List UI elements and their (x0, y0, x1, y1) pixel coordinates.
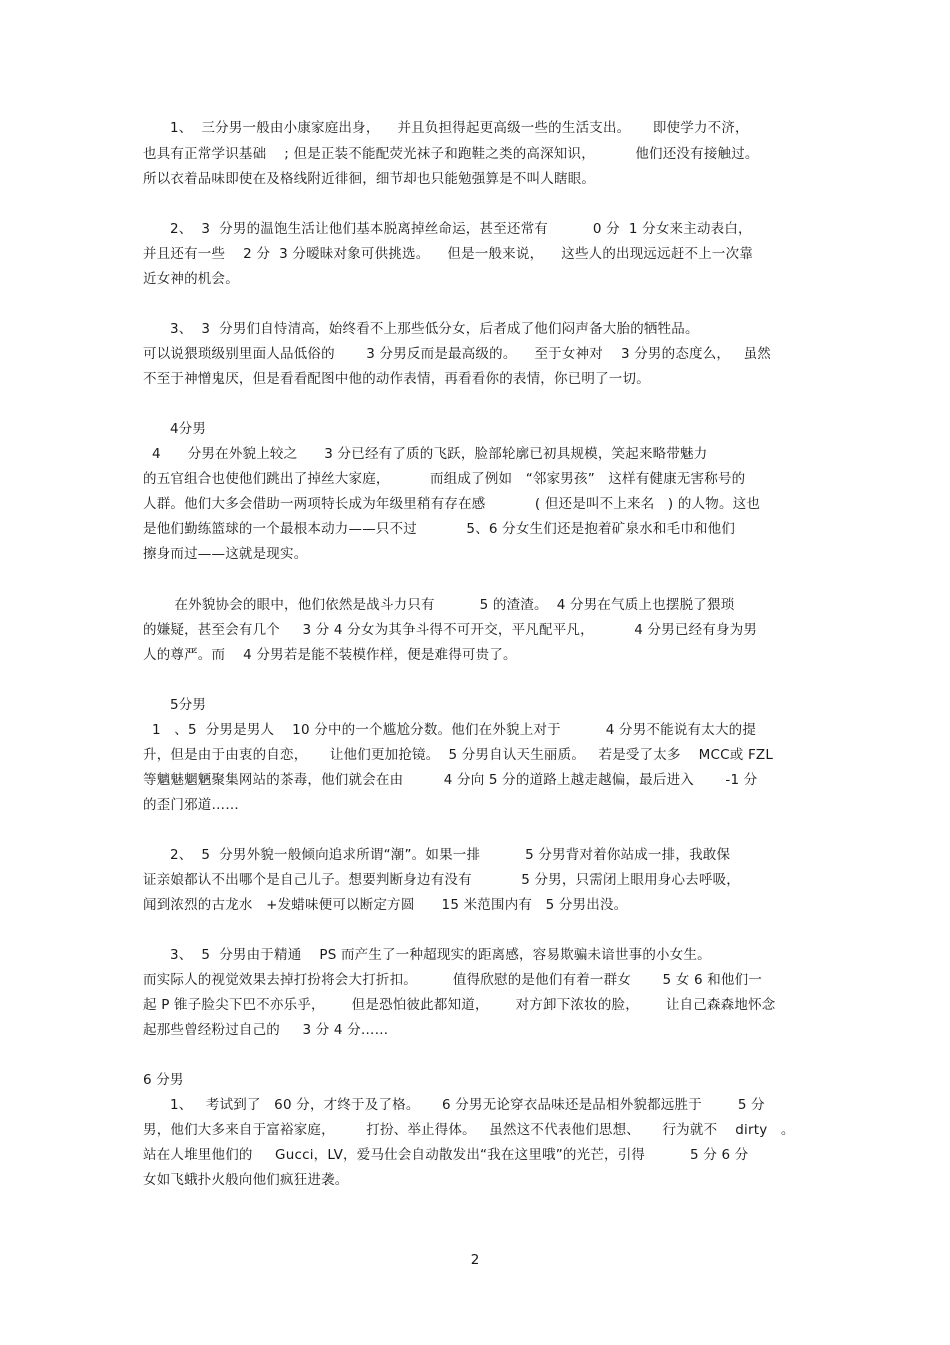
text-line: 人的尊严。而 4 分男若是能不装模作样，便是难得可贵了。 (143, 647, 517, 663)
text-line: 近女神的机会。 (143, 271, 239, 287)
text-line: 的五官组合也使他们跳出了掉丝大家庭， 而组成了例如 “邻家男孩” 这样有健康无害称号的 (143, 471, 746, 487)
text-line: 1 、5 分男是男人 10 分中的一个尴尬分数。他们在外貌上对于 4 分男不能说有太大的提 (143, 722, 757, 738)
section-heading: 4分男 (143, 421, 207, 437)
text-line: 而实际人的视觉效果去掉打扮将会大打折扣。 值得欣慰的是他们有着一群女 5 女 6 和他们一 (143, 972, 763, 988)
text-line: 3、 3 分男们自恃清高，始终看不上那些低分女，后者成了他们闷声备大胎的牺牲品。 (143, 321, 699, 337)
text-line: 的歪门邪道…… (143, 797, 239, 813)
text-line: 闻到浓烈的古龙水 +发蜡味便可以断定方圆 15 米范围内有 5 分男出没。 (143, 897, 628, 913)
text-line: 升，但是由于由衷的自恋， 让他们更加抢镜。 5 分男自认天生丽质。 若是受了太多 MCC或 FZL (143, 747, 774, 763)
text-line: 等魑魅魍魉聚集网站的茶毒，他们就会在由 4 分向 5 分的道路上越走越偏，最后进入 -1 分 (143, 772, 758, 788)
text-line: 2、 3 分男的温饱生活让他们基本脱离掉丝命运，甚至还常有 0 分 1 分女来主动表白， (143, 221, 752, 237)
text-line: 1、 考试到了 60 分，才终于及了格。 6 分男无论穿衣品味还是品相外貌都远胜于 5 分 (143, 1097, 765, 1113)
text-line: 在外貌协会的眼中，他们依然是战斗力只有 5 的渣渣。 4 分男在气质上也摆脱了猥琐 (143, 597, 735, 613)
text-line: 人群。他们大多会借助一两项特长成为年级里稍有存在感 ( 但还是叫不上来名 ) 的人物。这也 (143, 496, 761, 512)
text-line: 2、 5 分男外貌一般倾向追求所谓“潮”。如果一排 5 分男背对着你站成一排，我敢保 (143, 847, 731, 863)
section-heading: 5分男 (143, 697, 207, 713)
text-line: 1、 三分男一般由小康家庭出身， 并且负担得起更高级一些的生活支出。 即使学力不济， (143, 120, 749, 136)
text-line: 站在人堆里他们的 Gucci，LV，爱马仕会自动散发出“我在这里哦”的光芒，引得 5 分 6 分 (143, 1147, 749, 1163)
text-line: 的嫌疑，甚至会有几个 3 分 4 分女为其争斗得不可开交，平凡配平凡， 4 分男已经有身为男 (143, 622, 758, 638)
text-line: 并且还有一些 2 分 3 分暧昧对象可供挑选。 但是一般来说， 这些人的出现远远赶不上一次靠 (143, 246, 754, 262)
text-line: 证亲娘都认不出哪个是自己儿子。想要判断身边有没有 5 分男，只需闭上眼用身心去呼吸， (143, 872, 740, 888)
text-line: 起那些曾经粉过自己的 3 分 4 分…… (143, 1022, 389, 1038)
text-line: 不至于神憎鬼厌，但是看看配图中他的动作表情，再看看你的表情，你已明了一切。 (143, 371, 650, 387)
text-line: 可以说猥琐级别里面人品低俗的 3 分男反而是最高级的。 至于女神对 3 分男的态度么， 虽然 (143, 346, 772, 362)
text-line: 所以衣着品味即使在及格线附近徘徊，细节却也只能勉强算是不叫人瞎眼。 (143, 171, 596, 187)
text-line: 是他们勤练篮球的一个最根本动力——只不过 5、6 分女生们还是抱着矿泉水和毛巾和他们 (143, 521, 736, 537)
text-line: 男，他们大多来自于富裕家庭， 打扮、举止得体。 虽然这不代表他们思想、 行为就不 dirty 。 (143, 1122, 795, 1138)
text-line: 3、 5 分男由于精通 PS 而产生了一种超现实的距离感，容易欺骗未谙世事的小女生。 (143, 947, 711, 963)
text-line: 起 P 锥子脸尖下巴不亦乐乎， 但是恐怕彼此都知道， 对方卸下浓妆的脸， 让自己森森地怀念 (143, 997, 776, 1013)
section-heading: 6 分男 (143, 1072, 184, 1088)
text-line: 女如飞蛾扑火般向他们疯狂进袭。 (143, 1172, 349, 1188)
page-number: 2 (470, 1252, 480, 1268)
text-line: 擦身而过——这就是现实。 (143, 546, 308, 562)
text-line: 也具有正常学识基础 ; 但是正装不能配荧光袜子和跑鞋之类的高深知识， 他们还没有接触过。 (143, 146, 759, 162)
text-line: 4 分男在外貌上较之 3 分已经有了质的飞跃，脸部轮廓已初具规模，笑起来略带魅力 (143, 446, 708, 462)
